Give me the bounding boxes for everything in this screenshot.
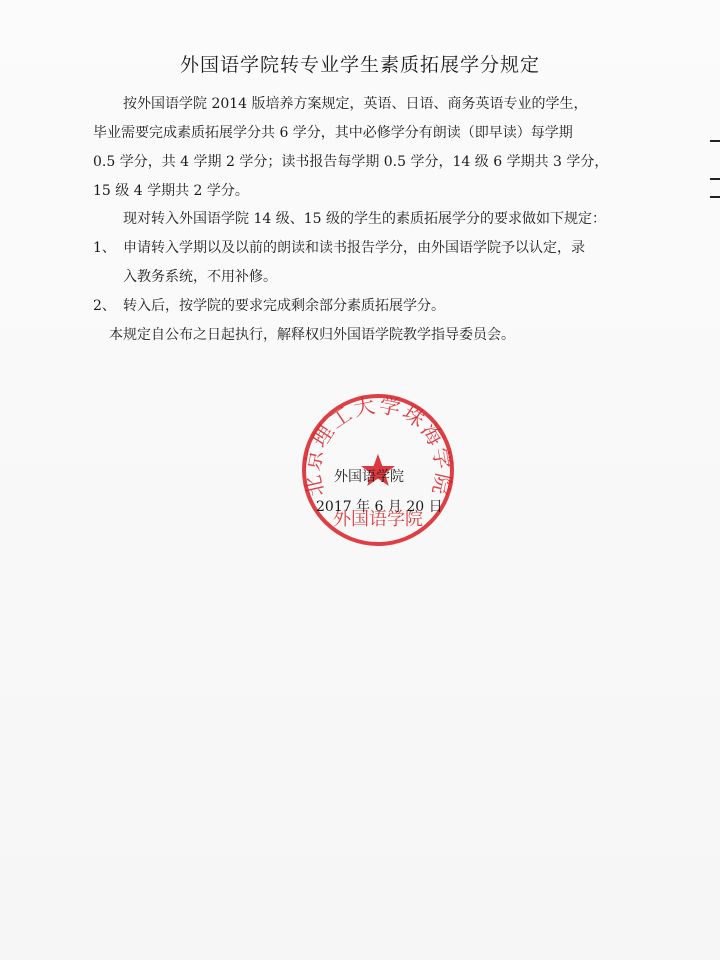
- paragraph-line: 毕业需要完成素质拓展学分共 6 学分，其中必修学分有朗读（即早读）每学期: [93, 125, 573, 141]
- list-item-1: [93, 234, 585, 263]
- list-item-1-continuation: 入教务系统，不用补修。: [123, 269, 277, 285]
- list-item-text: 申请转入学期以及以前的朗读和读书报告学分，由外国语学院予以认定，录: [123, 240, 585, 256]
- scan-edge-mark: [710, 196, 720, 198]
- document-title: 外国语学院转专业学生素质拓展学分规定: [179, 54, 540, 76]
- list-item-2: [93, 292, 445, 321]
- signature-organization: 外国语学院: [334, 469, 404, 485]
- paragraph-regulation-basis: [93, 90, 653, 206]
- scan-edge-mark: [710, 178, 720, 180]
- seal-bottom-text: 外国语学院: [333, 509, 423, 530]
- paragraph-line: 15 级 4 学期共 2 学分。: [93, 183, 249, 199]
- scan-edge-mark: [710, 140, 720, 142]
- closing-statement: 本规定自公布之日起执行，解释权归外国语学院教学指导委员会。: [109, 327, 515, 343]
- paragraph-line: 0.5 学分，共 4 学期 2 学分；读书报告每学期 0.5 学分，14 级 6 学期共 3 学分，: [93, 154, 609, 170]
- list-item-number: 1、: [93, 240, 116, 256]
- paragraph-line: 按外国语学院 2014 版培养方案规定，英语、日语、商务英语专业的学生，: [123, 96, 588, 112]
- signature-date: 2017 年 6 月 20 日: [316, 499, 443, 515]
- list-item-number: 2、: [93, 298, 116, 314]
- paragraph-intro-rules: 现对转入外国语学院 14 级、15 级的学生的素质拓展学分的要求做如下规定：: [123, 211, 606, 227]
- seal-ring-text: 北京理工大学珠海学院: [300, 393, 456, 499]
- list-item-text: 转入后，按学院的要求完成剩余部分素质拓展学分。: [123, 298, 445, 314]
